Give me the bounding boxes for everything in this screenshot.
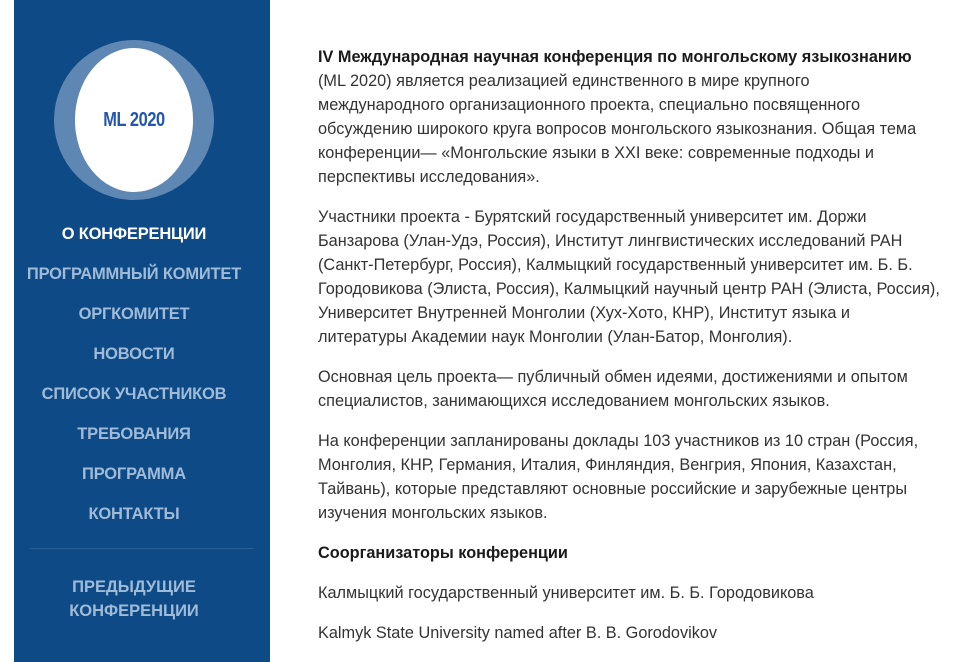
nav-item-org-committee[interactable]: ОРГКОМИТЕТ xyxy=(78,305,190,323)
logo-text: ML 2020 xyxy=(75,48,193,192)
intro-text: (ML 2020) является реализацией единственного в мире крупного международного организационного проекта, специально посвященного обсуждению широкого круга вопросов монгольского языкознания. Общая тема конференции— «Монгольские языки в XXI веке: современные подходы и перспективы исследования». xyxy=(318,72,917,186)
nav-item-requirements[interactable]: ТРЕБОВАНИЯ xyxy=(77,425,191,443)
participants-paragraph: Участники проекта - Бурятский государственный университет им. Доржи Банзарова (Улан-Удэ, Россия), Институт лингвистических исследований РАН (Санкт-Петербург, Россия), Калмыцкий государственный университет им. Б. Б. Городовикова (Элиста, Россия), Калмыцкий научный центр РАН (Элиста, Россия), Университет Внутренней Монголии (Хух-Хото, КНР), Институт языка и литературы Академии наук Монголии (Улан-Батор, Монголия). xyxy=(318,208,940,346)
goal-paragraph: Основная цель проекта— публичный обмен идеями, достижениями и опытом специалистов, занимающихся исследованием монгольских языков. xyxy=(318,368,908,410)
intro-paragraph xyxy=(318,45,940,189)
intro-bold-title: IV Международная научная конференция по монгольскому языкознанию xyxy=(318,48,912,66)
nav-item-about[interactable]: О КОНФЕРЕНЦИИ xyxy=(61,225,207,243)
coorganizer-en: Kalmyk State University named after B. B. Gorodovikov xyxy=(318,624,718,642)
main-content xyxy=(318,45,940,661)
nav-item-previous-conferences[interactable] xyxy=(14,575,254,623)
logo-badge[interactable] xyxy=(54,40,214,200)
coorganizer-ru: Калмыцкий государственный университет им. Б. Б. Городовикова xyxy=(318,584,814,602)
previous-conferences-line1: ПРЕДЫДУЩИЕ xyxy=(72,578,196,596)
nav-item-program[interactable]: ПРОГРАММА xyxy=(82,465,186,483)
nav-item-participants[interactable]: СПИСОК УЧАСТНИКОВ xyxy=(41,385,227,403)
nav-item-news[interactable]: НОВОСТИ xyxy=(93,345,175,363)
nav-divider xyxy=(30,548,254,549)
main-nav xyxy=(14,222,254,542)
previous-conferences-line2: КОНФЕРЕНЦИИ xyxy=(69,602,199,620)
coorganizers-heading: Соорганизаторы конференции xyxy=(318,544,568,562)
reports-paragraph: На конференции запланированы доклады 103 участников из 10 стран (Россия, Монголия, КНР, Германия, Италия, Финляндия, Венгрия, Япония, Казахстан, Тайвань), которые представляют основные российские и зарубежные центры изучения монгольских языков. xyxy=(318,432,919,522)
nav-item-program-committee[interactable]: ПРОГРАММНЫЙ КОМИТЕТ xyxy=(26,265,242,283)
nav-item-contacts[interactable]: КОНТАКТЫ xyxy=(88,505,180,523)
sidebar xyxy=(14,0,270,662)
